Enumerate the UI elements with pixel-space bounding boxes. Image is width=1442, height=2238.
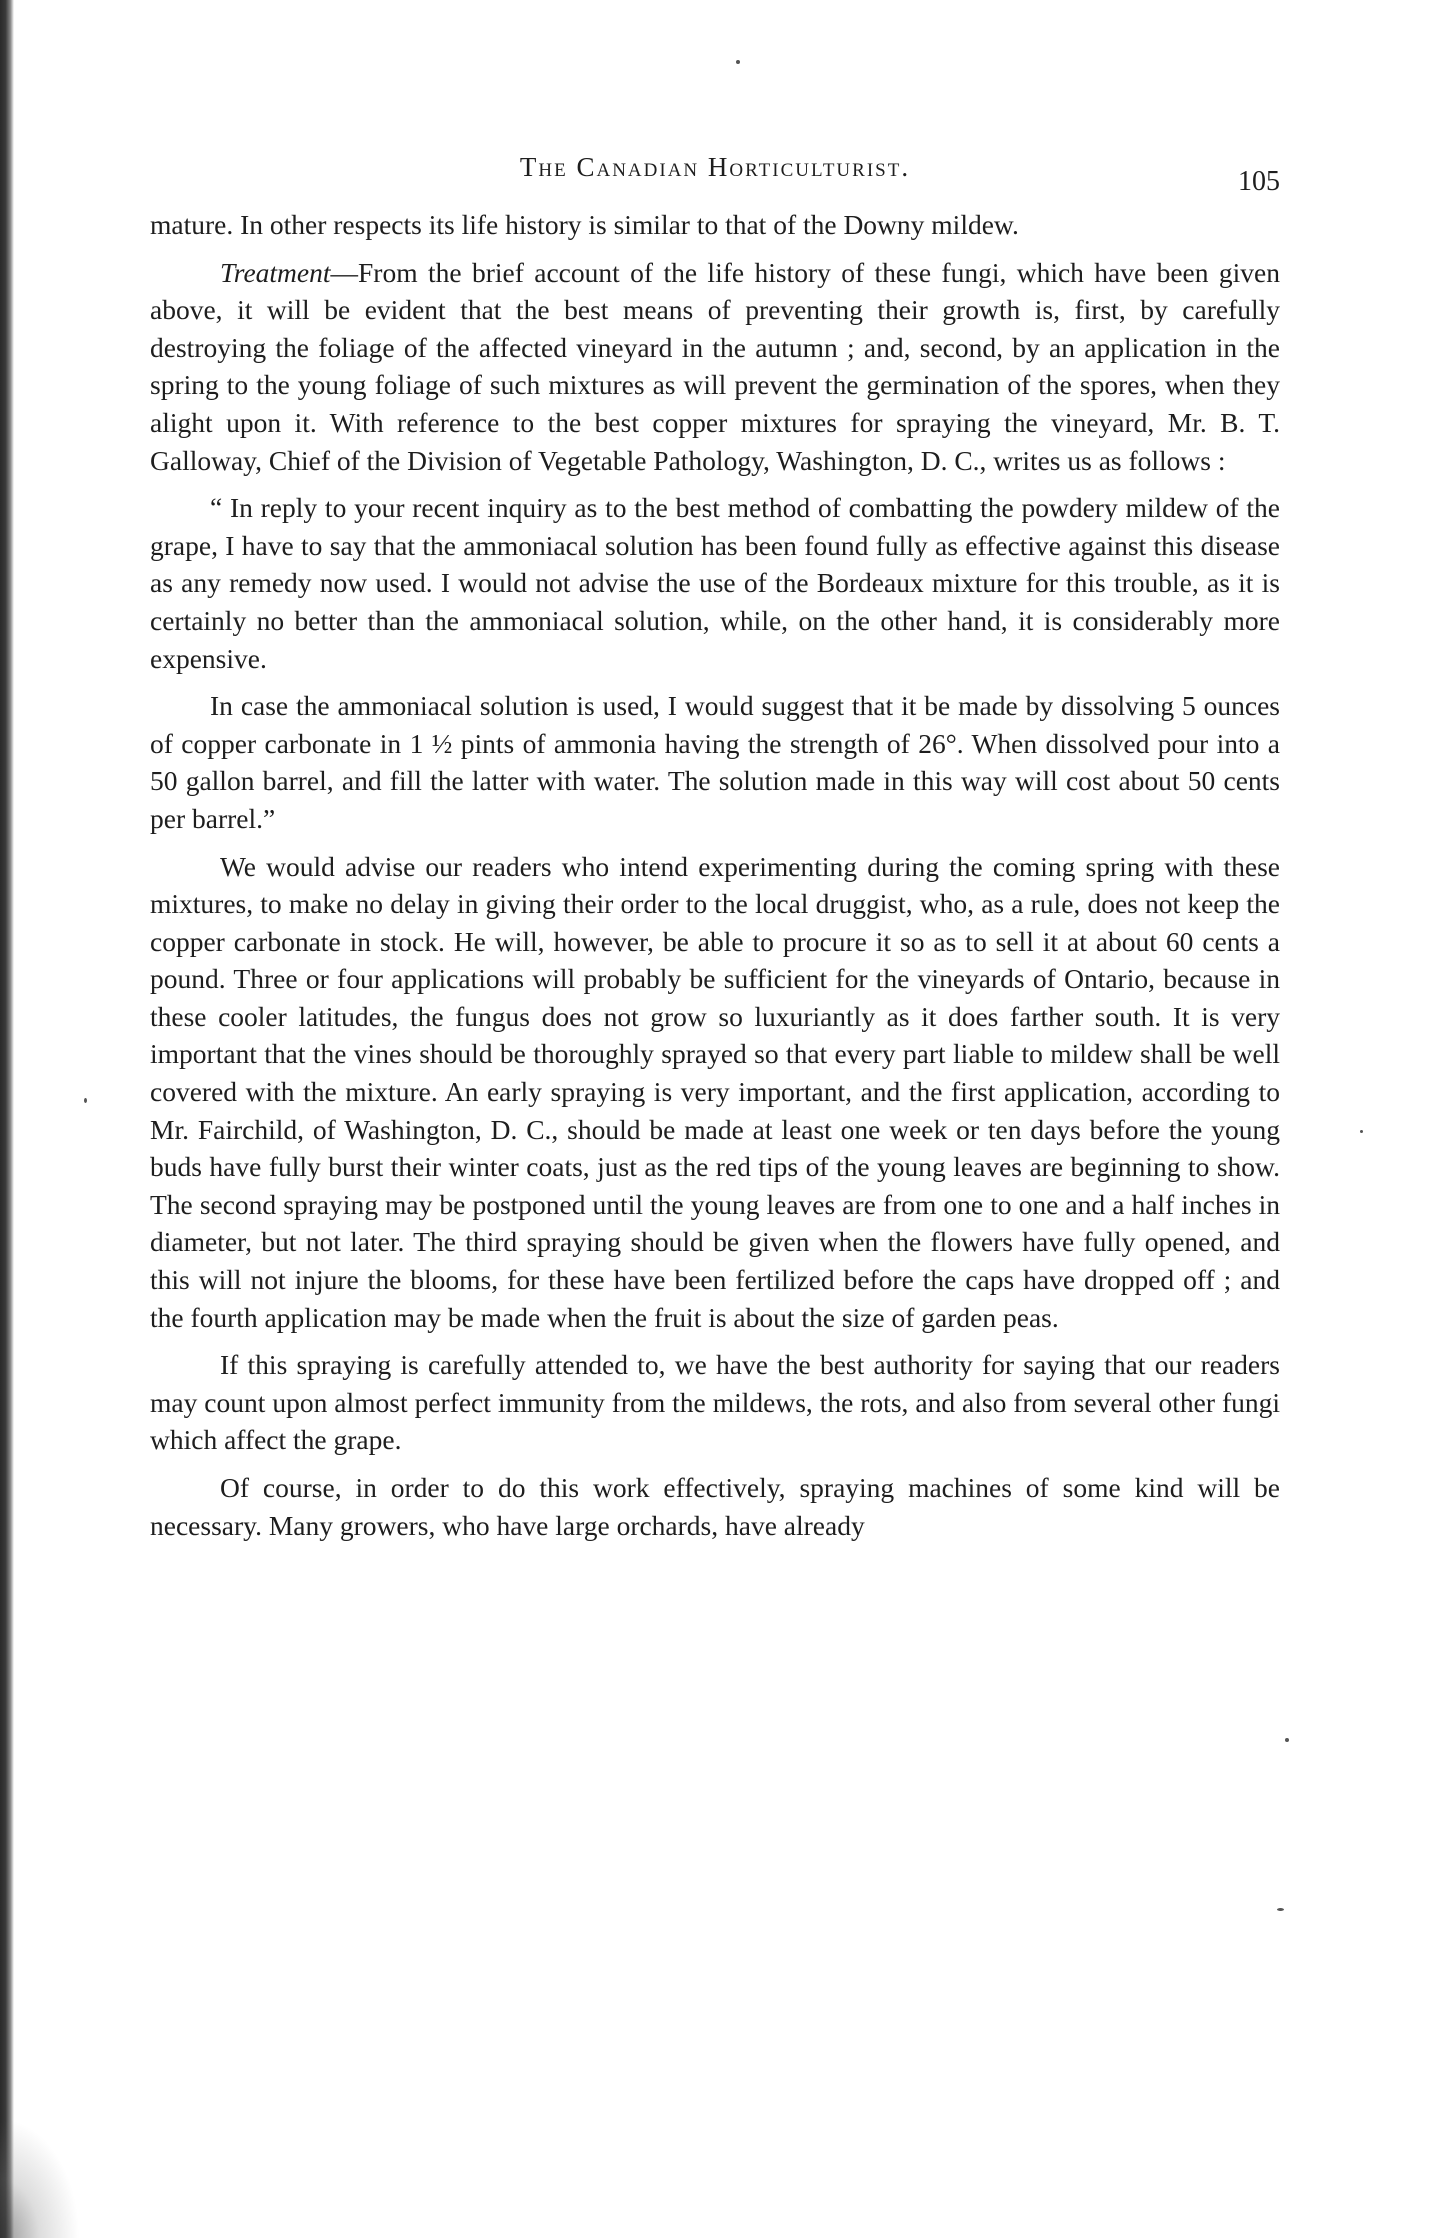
scan-speck [1360, 1130, 1363, 1133]
quote-paragraph: In case the ammoniacal solution is used, I would suggest that it be made by dissolving 5 ounces of copper carbonate in 1 ½ pints of ammonia having the strength of 26°. When dissolved pour into a 50 gallon barrel, and fill the latter with water. The solution made in this way will cost about 50 cents per barrel.” [150, 690, 1280, 834]
scan-speck [1277, 1908, 1284, 1911]
scan-binding-edge [0, 0, 14, 2238]
machines-paragraph: Of course, in order to do this work effectively, spraying machines of some kind will be necessary. Many growers, who have large orchards, have already [150, 1472, 1280, 1541]
scan-corner-smudge [0, 2118, 80, 2238]
scan-speck [84, 1098, 87, 1103]
page-number: 105 [1238, 166, 1280, 197]
advice-paragraph: We would advise our readers who intend experimenting during the coming spring with these mixtures, to make no delay in giving their order to the local druggist, who, as a rule, does not keep the copper carbonate in stock. He will, however, be able to procure it so as to sell it at about 60 cents a pound. Three or four applications will probably be sufficient for the vineyards of Ontario, because in these cooler latitudes, the fungus does not grow so luxuriantly as it does farther south. It is very important that the vines should be thoroughly sprayed so that every part liable to mildew shall be well covered with the mixture. An early spraying is very important, and the first application, according to Mr. Fairchild, of Washington, D. C., should be made at least one week or ten days before the young buds have fully burst their winter coats, just as the red tips of the young leaves are beginning to show. The second spraying may be postponed until the young leaves are from one to one and a half inches in diameter, but not later. The third spraying should be given when the flowers have fully opened, and this will not injure the blooms, for these have been fertilized before the caps have dropped off ; and the fourth application may be made when the fruit is about the size of garden peas. [150, 850, 1280, 1333]
journal-title: The Canadian Horticulturist. [519, 152, 911, 182]
article-body [150, 206, 1280, 1554]
immunity-paragraph: If this spraying is carefully attended to, we have the best authority for saying that our readers may count upon almost perfect immunity from the mildews, the rots, and also from several other fungi which affect the grape. [150, 1349, 1280, 1456]
treatment-text: —From the brief account of the life history of these fungi, which have been given above, it will be evident that the best means of preventing their growth is, first, by carefully destroying the foliage of the affected vineyard in the autumn ; and, second, by an application in the spring to the young foliage of such mixtures as will prevent the germination of the spores, when they alight upon it. With reference to the best copper mixtures for spraying the vineyard, Mr. B. T. Galloway, Chief of the Division of Vegetable Pathology, Washington, D. C., writes us as follows : [150, 256, 1280, 476]
running-head [150, 148, 1280, 198]
scan-speck [1285, 1738, 1289, 1742]
continuation-paragraph: mature. In other respects its life history is similar to that of the Downy mildew. [150, 209, 1019, 240]
treatment-label: Treatment [220, 256, 331, 288]
treatment-paragraph [150, 254, 1280, 480]
scan-speck [736, 60, 740, 64]
quote-paragraph: “ In reply to your recent inquiry as to the best method of combatting the powdery mildew of the grape, I have to say that the ammoniacal solution has been found fully as effective against this disease as any remedy now used. I would not advise the use of the Bordeaux mixture for this trouble, as it is certainly no better than the ammoniacal solution, while, on the other hand, it is considerably more expensive. [150, 492, 1280, 674]
